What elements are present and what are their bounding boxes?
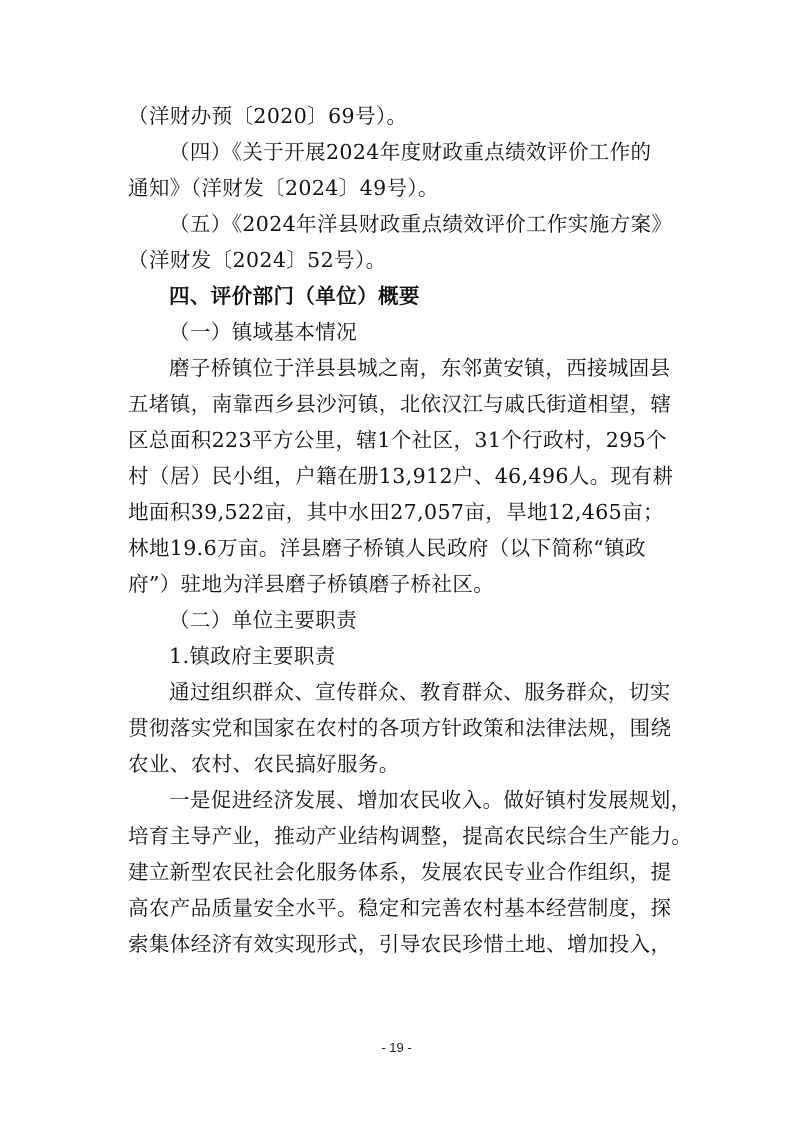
text-line: （二）单位主要职责	[169, 608, 358, 632]
text-line: （洋财办预〔2020〕69号）。	[128, 104, 408, 128]
text-line: 林地19.6万亩。洋县磨子桥镇人民政府（以下简称“镇政	[128, 536, 646, 560]
paragraph	[128, 674, 673, 782]
text-line: 地面积39,522亩，其中水田27,057亩，旱地12,465亩；	[128, 500, 664, 524]
text-line: （五）《2024年洋县财政重点绩效评价工作实施方案》	[169, 212, 673, 236]
text-line: 府”）驻地为洋县磨子桥镇磨子桥社区。	[128, 572, 495, 596]
text-line: （四）《关于开展2024年度财政重点绩效评价工作的	[169, 140, 652, 164]
paragraph	[128, 206, 673, 278]
text-line: 一是促进经济发展、增加农民收入。做好镇村发展规划，	[169, 788, 692, 812]
paragraph	[128, 134, 673, 206]
text-line: 通知》（洋财发〔2024〕49号）。	[128, 176, 439, 200]
text-line: 区总面积223平方公里，辖1个社区，31个行政村，295个	[128, 428, 667, 452]
paragraph	[128, 314, 673, 350]
text-line: 高农产品质量安全水平。稳定和完善农村基本经营制度，探	[128, 896, 672, 920]
document-body	[128, 98, 693, 962]
section-heading	[128, 278, 673, 314]
text-line: （洋财发〔2024〕52号）。	[128, 248, 387, 272]
paragraph	[128, 602, 673, 638]
text-line: 索集体经济有效实现形式，引导农民珍惜土地、增加投入，	[128, 932, 672, 956]
text-line: 建立新型农民社会化服务体系，发展农民专业合作组织，提	[128, 860, 672, 884]
text-line: 五堵镇，南靠西乡县沙河镇，北依汉江与戚氏街道相望，辖	[128, 392, 672, 416]
paragraph	[128, 782, 693, 962]
text-line: 通过组织群众、宣传群众、教育群众、服务群众，切实	[169, 680, 671, 704]
paragraph	[128, 350, 673, 602]
text-line: 农业、农村、农民搞好服务。	[128, 752, 400, 776]
text-line: 培育主导产业，推动产业结构调整，提高农民综合生产能力。	[128, 824, 693, 848]
text-line: 1.镇政府主要职责	[169, 644, 336, 668]
text-line: 磨子桥镇位于洋县县城之南，东邻黄安镇，西接城固县	[169, 356, 671, 380]
page-number: - 19 -	[381, 1040, 412, 1055]
text-line: 四、评价部门（单位）概要	[169, 284, 420, 308]
paragraph	[128, 98, 673, 134]
text-line: 村（居）民小组，户籍在册13,912户、46,496人。现有耕	[128, 464, 674, 488]
text-line: 贯彻落实党和国家在农村的各项方针政策和法律法规，围绕	[128, 716, 672, 740]
paragraph	[128, 638, 673, 674]
text-line: （一）镇域基本情况	[169, 320, 358, 344]
